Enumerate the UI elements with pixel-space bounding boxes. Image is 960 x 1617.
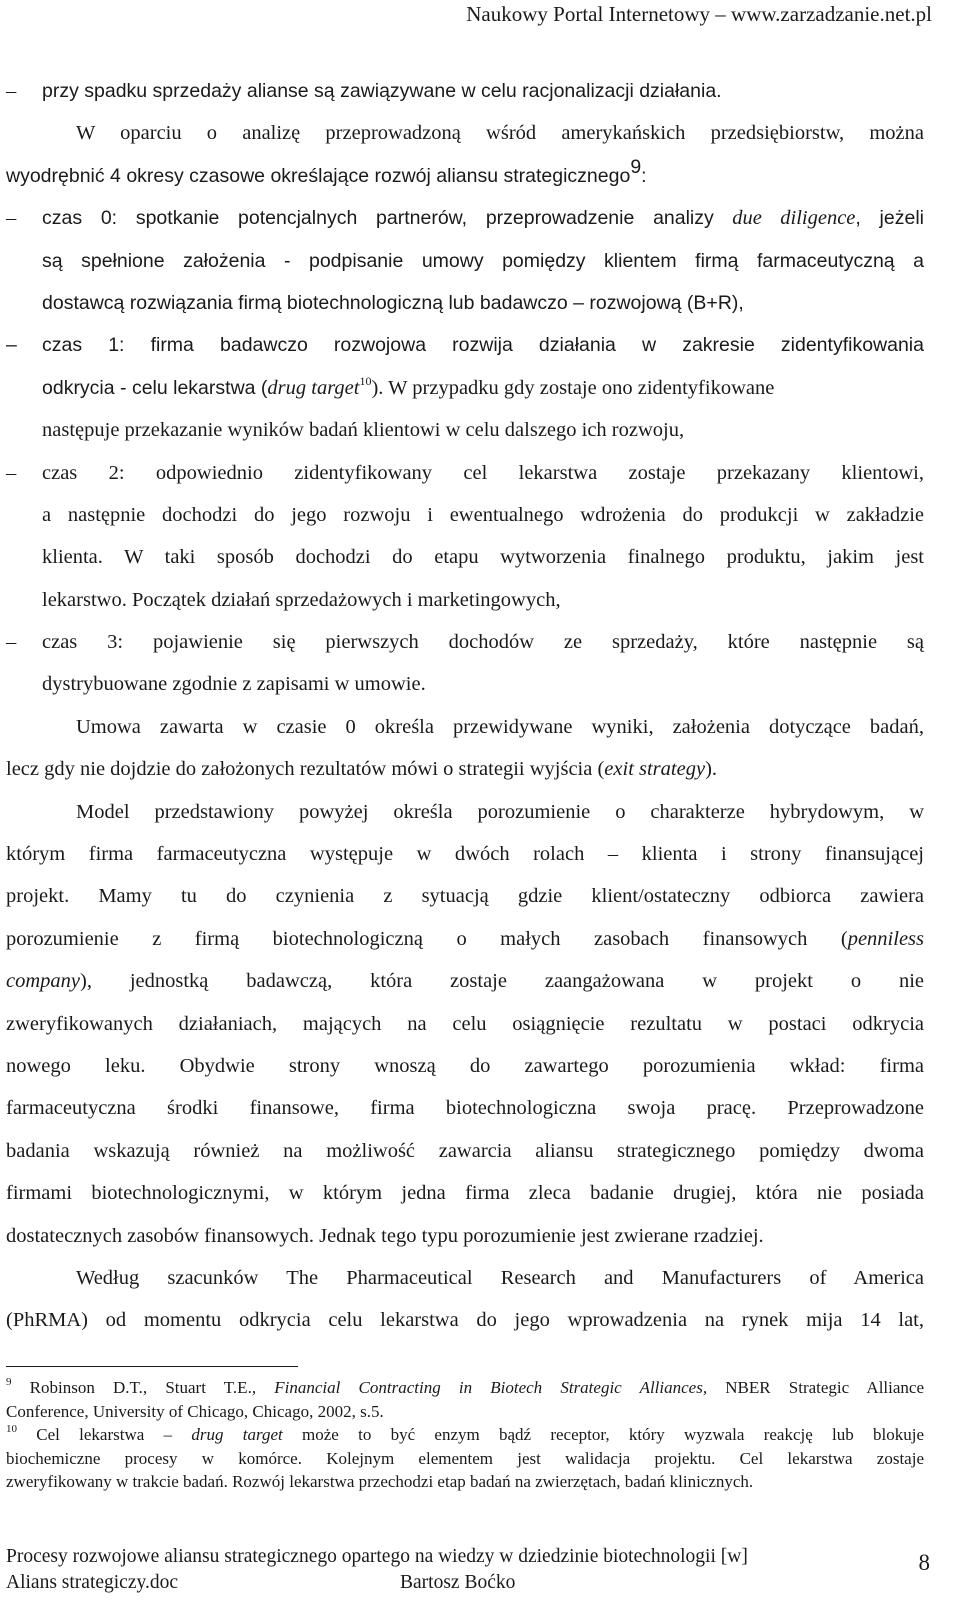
footnote-9 <box>6 1376 924 1400</box>
bullet-line <box>6 197 924 239</box>
body-text-line: , jeżeli <box>855 207 924 230</box>
body-text-line: lecz gdy nie dojdzie do założonych rezultatów mówi o strategii wyjścia ( <box>6 758 605 781</box>
italic-term: drug target <box>267 376 360 399</box>
footnote-number: 10 <box>6 1423 17 1435</box>
footnote-text: Robinson D.T., Stuart T.E., <box>29 1378 257 1397</box>
paragraph-line: badania wskazują również na możliwość zawarcia aliansu strategicznego pomiędzy dwoma <box>6 1139 924 1162</box>
footnote-separator <box>6 1366 298 1367</box>
bullet-dash: – <box>6 461 17 484</box>
paragraph-line: którym firma farmaceutyczna występuje w dwóch rolach – klienta i strony finansującej <box>6 843 924 866</box>
bullet-dash: – <box>6 334 17 357</box>
footer-author: Bartosz Boćko <box>400 1572 516 1593</box>
bullet-line <box>6 621 924 663</box>
footer-title: Procesy rozwojowe aliansu strategicznego opartego na wiedzy w dziedzinie biotechnologii [w] <box>6 1546 748 1567</box>
paragraph-line: dostawcą rozwiązania firmą biotechnologiczną lub badawczo – rozwojową (B+R), <box>42 291 744 314</box>
paragraph-line <box>6 155 924 197</box>
bullet-dash: – <box>6 207 17 230</box>
paragraph-line: klienta. W taki sposób dochodzi do etapu wytworzenia finalnego produktu, jakim jest <box>42 546 924 569</box>
paragraph-line: a następnie dochodzi do jego rozwoju i ewentualnego wdrożenia do produkcji w zakładzie <box>42 503 924 526</box>
site-header: Naukowy Portal Internetowy – www.zarzadzanie.net.pl <box>466 2 932 26</box>
paragraph-line: następuje przekazanie wyników badań klientowi w celu dalszego ich rozwoju, <box>42 419 685 442</box>
body-text-line: wyodrębnić 4 okresy czasowe określające rozwój aliansu strategicznego <box>6 164 631 187</box>
paragraph-line: (PhRMA) od momentu odkrycia celu lekarstwa do jego wprowadzenia na rynek mija 14 lat, <box>6 1309 924 1332</box>
footnote-text: NBER Strategic Alliance <box>725 1378 925 1397</box>
bullet-dash: – <box>6 631 17 654</box>
page-footer <box>6 1544 924 1596</box>
footnote-10-cont: zweryfikowany w trakcie badań. Rozwój lekarstwa przechodzi etap badań na zwierzętach, badań klinicznych. <box>6 1472 754 1491</box>
body-text-line: czas 1: firma badawczo rozwojowa rozwija działania w zakresie zidentyfikowania <box>42 334 924 357</box>
footnote-10 <box>6 1423 924 1447</box>
footnote-ref-9[interactable]: 9 <box>630 155 642 178</box>
paragraph-line: zweryfikowanych działaniach, mających na celu osiągnięcie rezultatu w postaci odkrycia <box>6 1012 924 1035</box>
body-text-line: przy spadku sprzedaży alianse są zawiązywane w celu racjonalizacji działania. <box>42 80 722 102</box>
paragraph-line: dystrybuowane zgodnie z zapisami w umowie. <box>42 673 426 696</box>
footer-meta <box>6 1570 924 1596</box>
bullet-dash: – <box>6 80 17 102</box>
paragraph-line: są spełnione założenia - podpisanie umowy pomiędzy klientem firmą farmaceutyczną a <box>42 249 924 272</box>
body-text-line: czas 2: odpowiednio zidentyfikowany cel lekarstwa zostaje przekazany klientowi, <box>42 461 924 484</box>
paragraph-line: farmaceutyczna środki finansowe, firma biotechnologiczna swoja pracę. Przeprowadzone <box>6 1097 924 1120</box>
paragraph-line: W oparciu o analizę przeprowadzoną wśród amerykańskich przedsiębiorstw, można <box>76 122 924 145</box>
body-text-line: porozumienie z firmą biotechnologiczną o małych zasobach finansowych ( <box>6 927 848 950</box>
footnote-10-cont: biochemiczne procesy w komórce. Kolejnym elementem jest walidacja projektu. Cel lekarstwa zostaje <box>6 1448 924 1468</box>
paragraph-line: projekt. Mamy tu do czynienia z sytuacją gdzie klient/ostateczny odbiorca zawiera <box>6 885 924 908</box>
italic-term: exit strategy <box>604 758 706 781</box>
footnote-term: drug target <box>191 1425 283 1444</box>
body-text-line: ). W przypadku gdy zostaje ono zidentyfikowane <box>371 376 775 399</box>
body-text-line: ), jednostką badawczą, która zostaje zaangażowana w projekt o nie <box>80 970 924 993</box>
body-text-line: czas 0: spotkanie potencjalnych partnerów, przeprowadzenie analizy <box>42 207 714 230</box>
body-text-line: ). <box>705 758 718 781</box>
document-body <box>6 70 924 1342</box>
italic-term: due diligence <box>732 207 856 230</box>
paragraph-line: Według szacunków The Pharmaceutical Research and Manufacturers of America <box>76 1266 924 1289</box>
bullet-line <box>6 324 924 366</box>
page-number: 8 <box>918 1550 930 1575</box>
footer-file: Alians strategiczy.doc <box>6 1572 179 1593</box>
footnotes <box>6 1376 924 1494</box>
paragraph-line: lekarstwo. Początek działań sprzedażowych i marketingowych, <box>42 588 561 611</box>
footnote-text: może to być enzym bądź receptor, który wyzwala reakcję lub blokuje <box>302 1425 925 1444</box>
body-text-line: odkrycia - celu lekarstwa ( <box>42 376 268 399</box>
bullet-line <box>6 452 924 494</box>
paragraph-line: nowego leku. Obydwie strony wnoszą do zawartego porozumienia wkład: firma <box>6 1054 924 1077</box>
footnote-9-cont: Conference, University of Chicago, Chicago, 2002, s.5. <box>6 1401 384 1421</box>
paragraph-line <box>6 748 924 790</box>
paragraph-line <box>6 367 924 409</box>
paragraph-line: Umowa zawarta w czasie 0 określa przewidywane wyniki, założenia dotyczące badań, <box>76 715 924 738</box>
italic-term: penniless <box>847 927 924 950</box>
paragraph-line <box>6 918 924 960</box>
paragraph-line: Model przedstawiony powyżej określa porozumienie o charakterze hybrydowym, w <box>76 800 924 823</box>
body-text-line: : <box>641 164 647 187</box>
bullet-line <box>6 70 924 112</box>
footnote-text: Cel lekarstwa – <box>36 1425 173 1444</box>
footnote-ref-10[interactable]: 10 <box>359 373 372 388</box>
paragraph-line <box>6 960 924 1002</box>
footnote-number: 9 <box>6 1376 12 1388</box>
paragraph-line: dostatecznych zasobów finansowych. Jednak tego typu porozumienie jest zwierane rzadziej. <box>6 1224 764 1247</box>
footnote-title: Financial Contracting in Biotech Strategic Alliances, <box>274 1378 708 1397</box>
paragraph-line: firmami biotechnologicznymi, w którym jedna firma zleca badanie drugiej, która nie posiada <box>6 1182 924 1205</box>
body-text-line: czas 3: pojawienie się pierwszych dochodów ze sprzedaży, które następnie są <box>42 631 924 654</box>
italic-term: company <box>6 970 81 993</box>
